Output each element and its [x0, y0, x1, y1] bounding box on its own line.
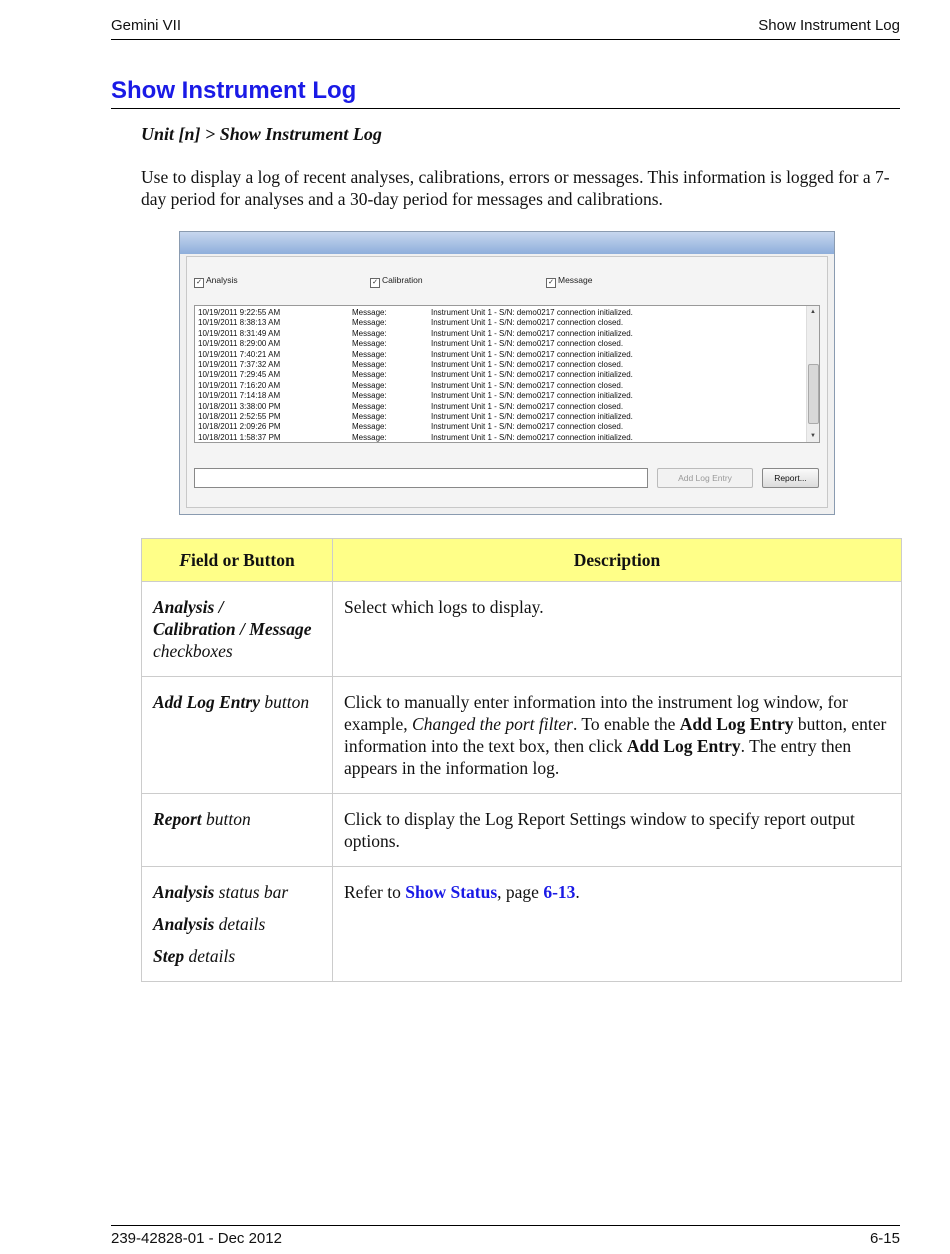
- log-kind: Message:: [352, 318, 387, 328]
- field-cell: Report button: [142, 794, 333, 867]
- check-icon: ✓: [370, 278, 380, 288]
- column-header-description: Description: [333, 539, 902, 582]
- calibration-checkbox[interactable]: ✓ Calibration: [370, 275, 423, 288]
- log-time: 10/19/2011 7:29:45 AM: [198, 370, 281, 380]
- log-time: 10/18/2011 3:38:00 PM: [198, 401, 281, 411]
- log-message: Instrument Unit 1 - S/N: demo0217 connection closed.: [431, 380, 624, 390]
- log-time: 10/18/2011 2:52:55 PM: [198, 412, 281, 421]
- check-icon: ✓: [546, 278, 556, 288]
- log-kind: Message:: [352, 412, 387, 421]
- show-status-link[interactable]: Show Status: [405, 882, 498, 902]
- window-titlebar: [180, 232, 834, 254]
- log-kind: Message:: [352, 349, 387, 359]
- log-time: 10/19/2011 8:38:13 AM: [198, 318, 281, 328]
- log-message: Instrument Unit 1 - S/N: demo0217 connection closed.: [431, 360, 624, 369]
- log-message: Instrument Unit 1 - S/N: demo0217 connection initialized.: [431, 412, 633, 421]
- table-row: [142, 677, 902, 794]
- page-footer: [111, 1225, 900, 1247]
- section-title: Show Instrument Log: [111, 74, 900, 109]
- log-kind: Message:: [352, 339, 387, 349]
- report-button[interactable]: Report...: [762, 468, 819, 488]
- menu-path: Unit [n] > Show Instrument Log: [141, 124, 382, 144]
- header-section-name: Show Instrument Log: [758, 17, 900, 34]
- description-cell: Click to display the Log Report Settings window to specify report output options.: [333, 794, 902, 867]
- table-row: [142, 867, 902, 982]
- table-row: [142, 582, 902, 677]
- scrollbar-thumb[interactable]: [808, 364, 819, 424]
- analysis-checkbox[interactable]: ✓ Analysis: [194, 275, 238, 288]
- log-message: Instrument Unit 1 - S/N: demo0217 connection initialized.: [431, 391, 633, 401]
- add-log-entry-button[interactable]: Add Log Entry: [657, 468, 753, 488]
- log-time: 10/18/2011 1:58:37 PM: [198, 432, 281, 442]
- scroll-up-arrow-icon[interactable]: ▲: [810, 309, 816, 315]
- field-cell: Analysis status bar Analysis details Step details: [142, 867, 333, 982]
- description-cell: Refer to Show Status, page 6-13.: [333, 867, 902, 982]
- header-manual-name: Gemini VII: [111, 17, 182, 34]
- log-kind: Message:: [352, 380, 387, 390]
- log-kind: Message:: [352, 401, 387, 411]
- document-number: 239-42828-01 - Dec 2012: [111, 1230, 282, 1247]
- log-time: 10/19/2011 9:22:55 AM: [198, 308, 281, 317]
- instrument-log-window: [179, 231, 835, 515]
- log-kind: Message:: [352, 360, 387, 369]
- log-message: Instrument Unit 1 - S/N: demo0217 connection initialized.: [431, 308, 633, 317]
- log-message: Instrument Unit 1 - S/N: demo0217 connection closed.: [431, 422, 624, 432]
- intro-paragraph: Use to display a log of recent analyses, calibrations, errors or messages. This information is logged for a 7-day period for analyses and a 30-day period for messages and calibrations.: [141, 167, 890, 209]
- table-row: [142, 794, 902, 867]
- field-description-table: [141, 538, 902, 982]
- log-message: Instrument Unit 1 - S/N: demo0217 connection initialized.: [431, 370, 633, 380]
- column-header-field: Field or Button: [142, 539, 333, 582]
- log-list[interactable]: [194, 305, 820, 443]
- log-kind: Message:: [352, 432, 387, 442]
- log-kind: Message:: [352, 328, 387, 338]
- log-entry-input[interactable]: [194, 468, 648, 488]
- message-checkbox[interactable]: ✓ Message: [546, 275, 593, 288]
- log-message: Instrument Unit 1 - S/N: demo0217 connection closed.: [431, 401, 624, 411]
- log-kind: Message:: [352, 422, 387, 432]
- log-time: 10/18/2011 2:09:26 PM: [198, 422, 281, 432]
- table-header-row: [142, 539, 902, 582]
- log-message: Instrument Unit 1 - S/N: demo0217 connection initialized.: [431, 432, 633, 442]
- page-number: 6-15: [869, 1230, 900, 1247]
- check-icon: ✓: [194, 278, 204, 288]
- log-kind: Message:: [352, 370, 387, 380]
- log-kind: Message:: [352, 391, 387, 401]
- log-time: 10/19/2011 8:29:00 AM: [198, 339, 281, 349]
- log-message: Instrument Unit 1 - S/N: demo0217 connection initialized.: [431, 328, 633, 338]
- field-cell: Add Log Entry button: [142, 677, 333, 794]
- window-body: [186, 256, 828, 508]
- log-time: 10/19/2011 8:31:49 AM: [198, 328, 281, 338]
- page-link[interactable]: 6-13: [543, 882, 576, 902]
- log-message: Instrument Unit 1 - S/N: demo0217 connection initialized.: [431, 349, 633, 359]
- log-time: 10/19/2011 7:40:21 AM: [198, 349, 281, 359]
- log-scrollbar[interactable]: [806, 306, 819, 442]
- description-cell: Click to manually enter information into the instrument log window, for example, Changed the port filter. To enable the Add Log Entry button, enter information into the text box, then click Add Log Entry. The entry then appears in the information log.: [333, 677, 902, 794]
- description-cell: Select which logs to display.: [333, 582, 902, 677]
- scroll-down-arrow-icon[interactable]: ▼: [810, 433, 816, 439]
- log-kind: Message:: [352, 308, 387, 317]
- log-message: Instrument Unit 1 - S/N: demo0217 connection closed.: [431, 339, 624, 349]
- field-cell: Analysis / Calibration / Message checkboxes: [142, 582, 333, 677]
- log-time: 10/19/2011 7:16:20 AM: [198, 380, 281, 390]
- log-time: 10/19/2011 7:14:18 AM: [198, 391, 281, 401]
- page-header: [111, 17, 900, 40]
- log-time: 10/19/2011 7:37:32 AM: [198, 360, 281, 369]
- log-message: Instrument Unit 1 - S/N: demo0217 connection closed.: [431, 318, 624, 328]
